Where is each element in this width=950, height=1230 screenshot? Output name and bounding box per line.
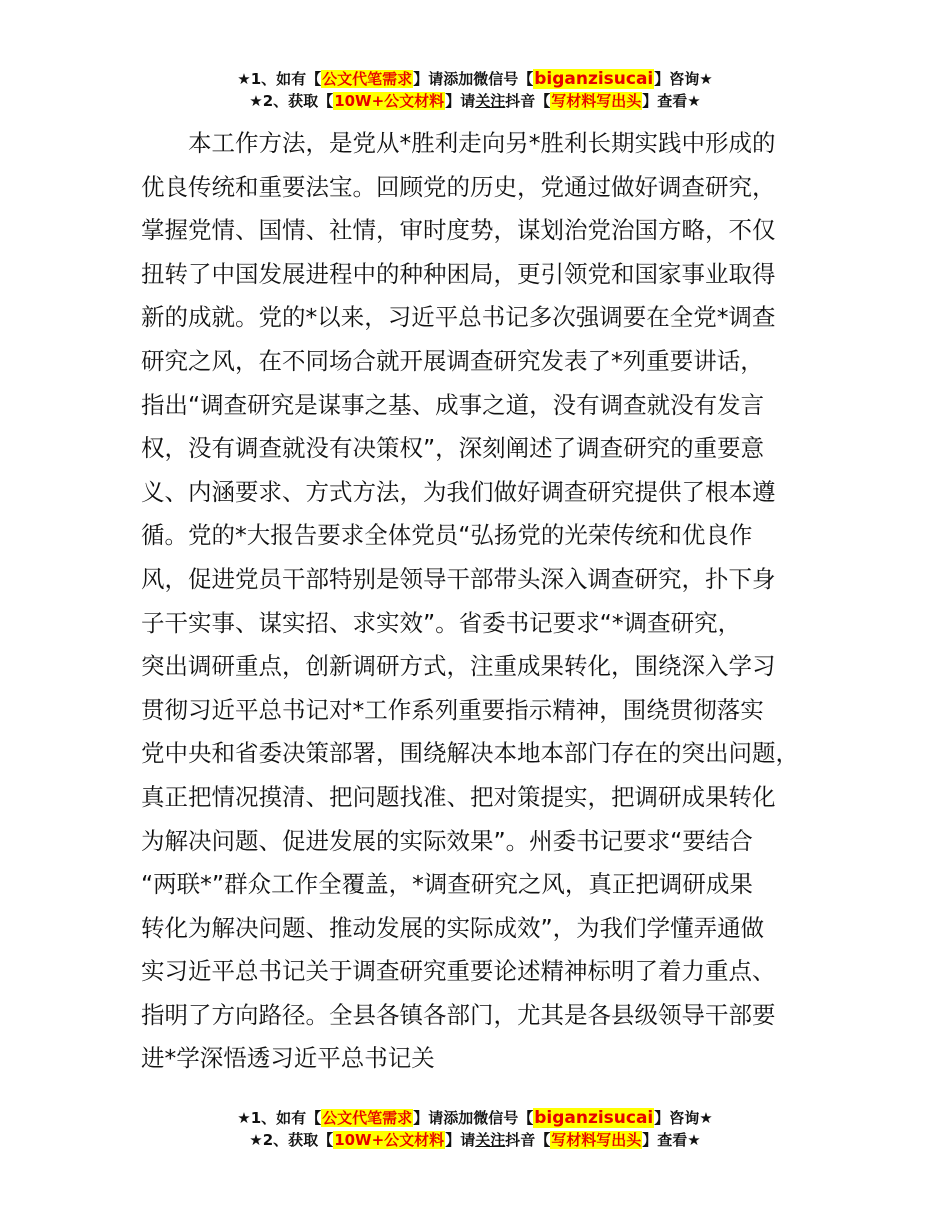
promo-text: 】咨询★ [654, 70, 713, 88]
promo-text: ★1、如有【 [237, 1109, 322, 1127]
promo-text: 】查看★ [642, 1131, 701, 1149]
body-text-line: 突出调研重点，创新调研方式，注重成果转化，围绕深入学习 [141, 652, 776, 681]
promo-text: 】请 [445, 1131, 476, 1149]
highlight-materials: 10W+公文材料 [334, 92, 445, 110]
body-text-line: 为解决问题、促进发展的实际效果”。州委书记要求“要结合 [141, 826, 753, 855]
body-text-line: 本工作方法，是党从*胜利走向另*胜利长期实践中形成的 [188, 129, 776, 157]
underlined-follow: 关注 [475, 1131, 506, 1149]
body-text-line: 义、内涵要求、方式方法，为我们做好调查研究提供了根本遵 [141, 477, 776, 506]
promo-text: 抖音【 [505, 92, 551, 110]
promo-text: ★1、如有【 [237, 70, 322, 88]
body-text-line: 子干实事、谋实招、求实效”。省委书记要求“*调查研究， [141, 608, 742, 637]
underlined-follow: 关注 [475, 92, 506, 110]
promo-text: 】请添加微信号【 [413, 70, 534, 88]
promo-line-1 [0, 68, 950, 90]
header-promo-banner [0, 68, 950, 112]
body-text-line: “两联*”群众工作全覆盖，*调查研究之风，真正把调研成果 [141, 870, 753, 899]
body-text-line: 进*学深悟透习近平总书记关 [141, 1044, 435, 1073]
body-text-line: 指明了方向路径。全县各镇各部门，尤其是各县级领导干部要 [141, 1000, 776, 1029]
body-text-line: 扭转了中国发展进程中的种种困局，更引领党和国家事业取得 [141, 259, 776, 288]
promo-text: 】请 [445, 92, 476, 110]
promo-text: 】咨询★ [654, 1109, 713, 1127]
highlight-service: 公文代笔需求 [322, 70, 413, 88]
promo-text: ★2、获取【 [249, 92, 334, 110]
promo-line-2 [0, 90, 950, 112]
body-text-line: 研究之风，在不同场合就开展调查研究发表了*列重要讲话， [141, 346, 764, 375]
body-text-line: 贯彻习近平总书记对*工作系列重要指示精神，围绕贯彻落实 [141, 695, 764, 724]
highlight-douyin-account: 写材料写出头 [551, 92, 642, 110]
body-text-line: 实习近平总书记关于调查研究重要论述精神标明了着力重点、 [141, 957, 776, 986]
body-text-line: 循。党的*大报告要求全体党员“弘扬党的光荣传统和优良作 [141, 521, 753, 550]
body-text-line: 掌握党情、国情、社情，审时度势，谋划治党治国方略，不仅 [141, 216, 776, 245]
promo-line-2 [0, 1129, 950, 1151]
promo-text: 】查看★ [642, 92, 701, 110]
highlight-wechat-id: biganzisucai [534, 69, 654, 89]
body-text-line: 风，促进党员干部特别是领导干部带头深入调查研究，扑下身 [141, 564, 776, 593]
footer-promo-banner [0, 1107, 950, 1151]
promo-text: 抖音【 [505, 1131, 551, 1149]
document-body [141, 122, 821, 1081]
highlight-wechat-id: biganzisucai [534, 1108, 654, 1128]
body-text-line: 真正把情况摸清、把问题找准、把对策提实，把调研成果转化 [141, 782, 776, 811]
body-text-line: 指出“调查研究是谋事之基、成事之道，没有调查就没有发言 [141, 390, 765, 419]
body-text-line: 党中央和省委决策部署，围绕解决本地本部门存在的突出问题， [141, 739, 799, 768]
highlight-materials: 10W+公文材料 [334, 1131, 445, 1149]
body-text-line: 新的成就。党的*以来，习近平总书记多次强调要在全党*调查 [141, 303, 776, 332]
promo-line-1 [0, 1107, 950, 1129]
promo-text: ★2、获取【 [249, 1131, 334, 1149]
body-text-line: 权，没有调查就没有决策权”，深刻阐述了调查研究的重要意 [141, 434, 765, 463]
body-text-line: 优良传统和重要法宝。回顾党的历史，党通过做好调查研究， [141, 172, 776, 201]
highlight-service: 公文代笔需求 [322, 1109, 413, 1127]
body-text-line: 转化为解决问题、推动发展的实际成效”，为我们学懂弄通做 [141, 913, 765, 942]
highlight-douyin-account: 写材料写出头 [551, 1131, 642, 1149]
promo-text: 】请添加微信号【 [413, 1109, 534, 1127]
